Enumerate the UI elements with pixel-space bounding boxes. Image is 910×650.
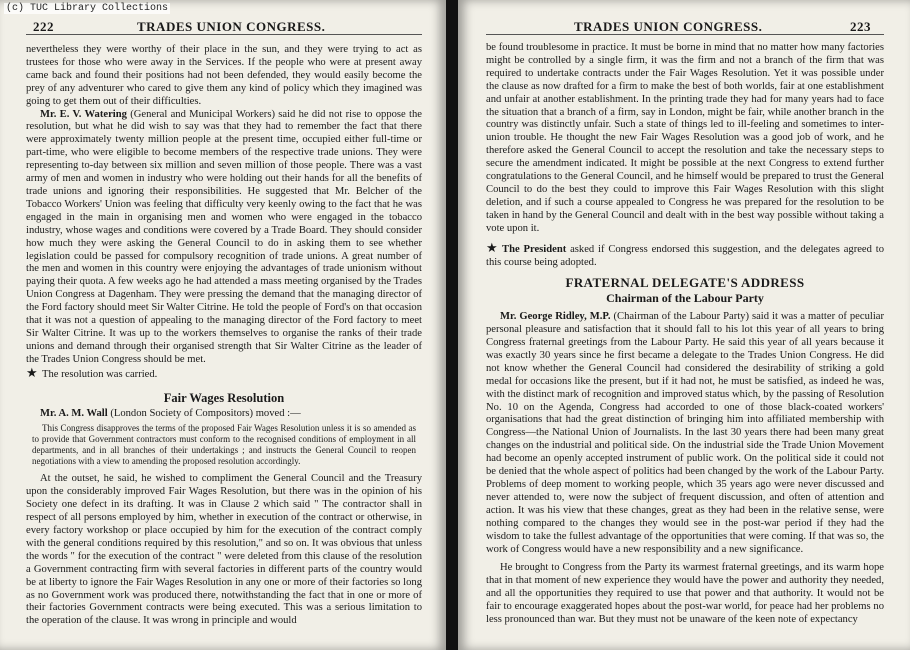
left-body xyxy=(26,44,422,628)
president-text: asked if Congress endorsed this suggestion, and the delegates agreed to this course being adopted. xyxy=(486,243,884,268)
star-icon: ★ xyxy=(26,364,38,380)
right-para-3: He brought to Congress from the Party its warmest fraternal greetings, and its warm hope that in that moment of new experience they would have the power and authority they needed, and all the opportunities they required to use that power and that authority. It would not be fair to encourage exaggerated hopes about the post-war world, for peace had her problems no less pronounced than war. But they must not be unaware of the keen note of expectancy xyxy=(486,562,884,626)
right-body xyxy=(486,42,884,627)
carried-text: The resolution was carried. xyxy=(42,368,158,380)
section-subtitle: Chairman of the Labour Party xyxy=(606,291,764,306)
left-running-header: TRADES UNION CONGRESS. xyxy=(137,19,326,34)
book-gutter xyxy=(446,0,458,650)
left-header-rule xyxy=(26,34,422,35)
resolution-carried xyxy=(26,364,422,382)
right-para-1: be found troublesome in practice. It must be borne in mind that no matter how many factories might be controlled by a single firm, it was the firm and not a branch of the firm that was required to undertake contracts under the Fair Wages Resolution. Yet it was possible under the clause as now drafted for a firm to make the best of both worlds, fair at one establishment and unfair at another establishment. In the printing trade they had for many years had to face the situation that a branch of a firm, say in London, might be fair, while another branch in the country was distinctly unfair. Such a state of things led to ill-feeling and sometimes to inter-union trouble. He thought the new Fair Wages Resolution was a good job of work, and he therefore asked the General Council to accept the resolution and take the necessary steps to secure the amendment indicated. It might be possible at the next Congress to extend further congratulations to the General Council, and he himself would be prepared to trust the General Council to do the best they could to improve this Fair Wages Resolution with this slight deletion, and if such a course appealed to Congress he was prepared for the resolution to be taken in hand by the General Council and dealt with in the best way possible without taking a vote upon it. xyxy=(486,42,884,234)
left-para-2 xyxy=(26,109,422,367)
president-label: The President xyxy=(502,243,567,255)
left-para-2-text: (General and Municipal Workers) said he did not rise to oppose the resolution, but what he did wish to say was that they had to remember the fact that there were approximately twenty million people at the present time, occupied either full-time or part-time, who were eligible to become members of the respective trade unions. They were representing to-day between six million and seven million of those people. There was a vast army of men and women in industry who were holding out their hands for all the benefits of trade unions and ignoring their responsibilities. He suggested that Mr. Belcher of the Tobacco Workers' Union was feeling that difficulty very keenly owing to the fact that he was engaged in the main in organising men and women who were engaged in the tobacco industry, whose wages and conditions were covered by a Trade Board. They should consider how much they were asking the General Council to do in asking them to see whether legislation could be passed for compulsory recognition of trade unions. A great number of the men and women in this country were enjoying the advantages of trade unionism without paying their quota. A few weeks ago he had attended a mass meeting organised by the Trades Union Congress at Dagenham. They were pressing the demand that the managing director of the Ford factory should meet Sir Walter Citrine. He told the people of Ford's on that occasion that it was not a question of appealing to the managing director of the Ford factory to meet Sir Walter Citrine. It was up to the workers themselves to organise the ranks of their trade unions and demand through their organised strength that Sir Walter Citrine as the leader of the Trades Union Congress should be met. xyxy=(26,108,422,365)
right-page xyxy=(458,0,910,650)
right-para-2-text: (Chairman of the Labour Party) said it was a matter of peculiar personal pleasure and satisfaction that it should fall to his lot this year of all years to bring Congress fraternal greetings from the Labour Party. He said this year of all years because it was exactly 30 years since he first became a delegate to the Trades Union Congress. He did not know whether the General Council had considered the desirability of striking a gold medal for occasions like the present, but if it had not, he must be satisfied, as indeed he was, with the distinct mark of recognition and improved status which, by the passing of Resolution No. 10 on the Agenda, Congress had accorded to one of those black-coated workers' organisations that had the great distinction of bringing him into affiliated membership with Congress—the National Union of Journalists. In the last 30 years there had been many great changes on the industrial and political side. On the industrial side the Trade Union Movement had become an openly accepted instrument of public work. On the political side it could not be denied that the whole aspect of politics had been changed by the work of the Labour Party. Problems of deep moment to working people, which 35 years ago were never discussed and never attended to, were now the subject of frequent discussion, and often of attention and action. It was his view that these changes, great as they had been in the relative sense, were nothing compared to the changes they would see in the post-war period if they had the wisdom to take the fullest advantage of the opportunities that were coming. If that was so, the work of Congress would have a new responsibility and a new significance. xyxy=(486,311,884,555)
speaker-ridley: Mr. George Ridley, M.P. xyxy=(500,311,611,323)
left-para-1: nevertheless they were worthy of their place in the sun, and they were trying to act as trustees for those who were away in the Services. If the people who were at present away came back and found their positions had not been defended, they would easily become the prey of any adventurer who cared to give them any kind of policy which they imagined was going to get them out of their difficulties. xyxy=(26,44,422,107)
right-running-header: TRADES UNION CONGRESS. xyxy=(574,19,763,34)
left-page-number: 222 xyxy=(33,19,54,34)
motion-text: This Congress disapproves the terms of the proposed Fair Wages Resolution unless it is so amended as to provide that Government contractors must conform to the recognised conditions of employment in all departments, and in all branches of their undertakings ; and instructs the General Council to reopen negotiations with a view to amending the proposed resolution accordingly. xyxy=(32,423,416,467)
speaker-watering: Mr. E. V. Watering xyxy=(40,108,127,120)
section-title-fair-wages: Fair Wages Resolution xyxy=(163,390,285,405)
section-title-fraternal: FRATERNAL DELEGATE'S ADDRESS xyxy=(565,275,805,291)
left-para-3: At the outset, he said, he wished to compliment the General Council and the Treasury upon the considerably improved Fair Wages Resolution, but there was in the opinion of his Society one defect in its drafting. It was in Clause 2 which said " The contractor shall in respect of all persons employed by him, whether in execution of the contract or otherwise, in every factory workshop or place occupied by him for the execution of the contract comply with the general conditions required by this resolution," and so on. It was obvious that unless the words " for the execution of the contract " were deleted from this clause of the resolution a Government contracting firm with several factories in different parts of the country would be at liberty to ignore the Fair Wages Resolution in any one or more of their factories so long as no Government work was produced there, notwithstanding the fact that in one or more of their factories Government contracts were being executed. This was a serious limitation to the operation of the clause. It was wrong in principle and would xyxy=(26,473,422,627)
right-para-2 xyxy=(486,311,884,556)
mover-text: (London Society of Compositors) moved :— xyxy=(107,408,301,420)
right-header-rule xyxy=(486,34,884,35)
right-page-number: 223 xyxy=(850,19,871,34)
president-para xyxy=(486,239,884,270)
star-icon: ★ xyxy=(486,239,498,255)
watermark: (c) TUC Library Collections xyxy=(6,3,169,14)
speaker-wall: Mr. A. M. Wall xyxy=(40,408,108,420)
left-mover xyxy=(26,408,422,421)
left-page xyxy=(0,0,446,650)
